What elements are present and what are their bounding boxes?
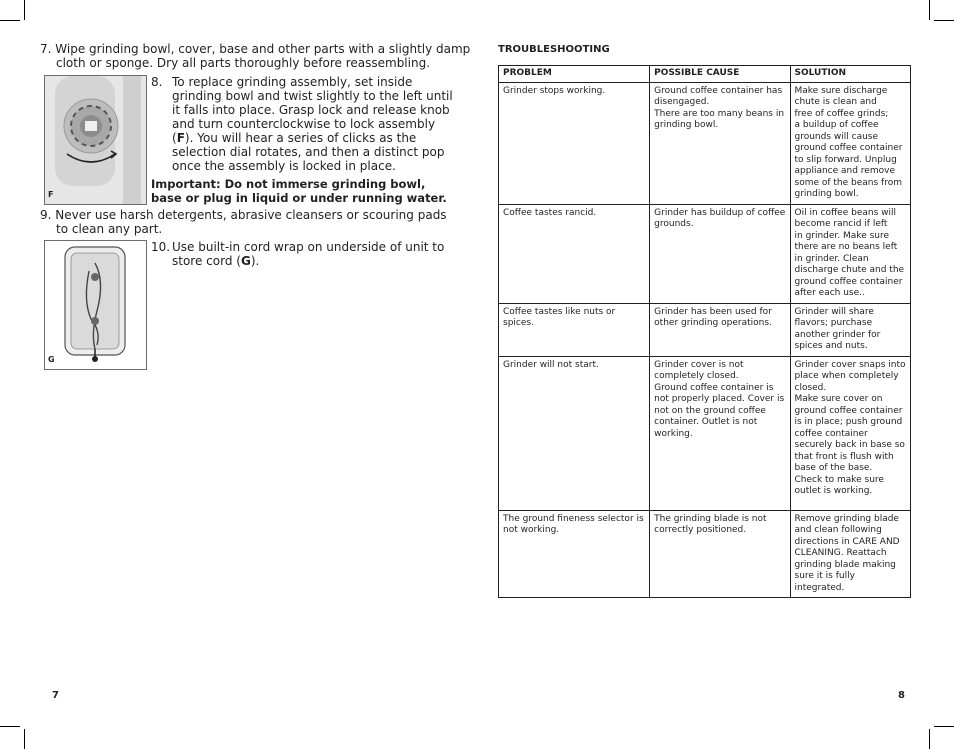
important-warning: Important: Do not immerse grinding bowl, base or plug in liquid or under running water. <box>151 177 447 205</box>
cell-problem: Coffee tastes rancid. <box>499 204 650 303</box>
table-row <box>499 303 911 356</box>
cell-problem: Coffee tastes like nuts or spices. <box>499 303 650 356</box>
crop-mark <box>929 0 930 20</box>
header-possible-cause: POSSIBLE CAUSE <box>650 66 790 83</box>
step-10-text: Use built-in cord wrap on underside of unit to store cord (G). <box>172 240 445 268</box>
table-row <box>499 356 911 510</box>
cell-problem: The ground fineness selector is not working. <box>499 510 650 598</box>
cell-solution: Remove grinding blade and clean following directions in CARE AND CLEANING. Reattach grinding blade making sure it is fully integrated. <box>790 510 911 598</box>
figure-ref-f: F <box>176 131 185 145</box>
crop-mark <box>0 20 20 21</box>
cell-cause: Grinder cover is not completely closed. Ground coffee container is not properly placed. Cover is not on the ground coffee container. Outlet is not working. <box>650 356 790 510</box>
step-8 <box>151 75 456 173</box>
page-number-right: 8 <box>898 690 905 701</box>
cell-cause: Grinder has been used for other grinding operations. <box>650 303 790 356</box>
grinder-assembly-illustration <box>45 76 146 204</box>
figure-g <box>44 240 147 370</box>
cell-problem: Grinder will not start. <box>499 356 650 510</box>
table-row <box>499 510 911 598</box>
crop-mark <box>0 726 20 727</box>
troubleshooting-title: TROUBLESHOOTING <box>498 44 610 55</box>
step-7: 7. Wipe grinding bowl, cover, base and other parts with a slightly damp cloth or sponge. Dry all parts thoroughly before reassembling. <box>40 42 471 70</box>
step-8-text: To replace grinding assembly, set inside grinding bowl and twist slightly to the left until it falls into place. Grasp lock and release knob and turn counterclockwise to lock assembly (F). You will hear a series of clicks as the selection dial rotates, and then a distinct pop once the assembly is locked in place. <box>172 75 453 173</box>
header-solution: SOLUTION <box>790 66 911 83</box>
cord-wrap-illustration <box>45 241 146 369</box>
crop-mark <box>934 20 954 21</box>
cell-solution: Grinder will share flavors; purchase another grinder for spices and nuts. <box>790 303 911 356</box>
header-problem: PROBLEM <box>499 66 650 83</box>
cell-solution: Grinder cover snaps into place when completely closed. Make sure cover on ground coffee container is in place; push ground coffee container securely back in base so that front is flush with base of the base. Check to make sure outlet is working. <box>790 356 911 510</box>
page-number-left: 7 <box>52 690 59 701</box>
step-8-number: 8. <box>151 75 163 89</box>
cell-solution: Make sure discharge chute is clean and free of coffee grinds; a buildup of coffee grounds will cause ground coffee container to slip forward. Unplug appliance and remove some of the beans from grinding bowl. <box>790 82 911 204</box>
crop-mark <box>934 726 954 727</box>
figure-g-label: G <box>48 355 55 364</box>
troubleshooting-table <box>498 65 911 598</box>
cell-solution: Oil in coffee beans will become rancid if left in grinder. Make sure there are no beans left in grinder. Clean discharge chute and the ground coffee container after each use.. <box>790 204 911 303</box>
step-10-number: 10. <box>151 240 171 254</box>
figure-f-label: F <box>48 190 54 199</box>
cell-cause: The grinding blade is not correctly positioned. <box>650 510 790 598</box>
cell-problem: Grinder stops working. <box>499 82 650 204</box>
step-9: 9. Never use harsh detergents, abrasive cleansers or scouring pads to clean any part. <box>40 208 447 236</box>
figure-ref-g: G <box>240 254 251 268</box>
crop-mark <box>24 0 25 20</box>
cell-cause: Ground coffee container has disengaged. There are too many beans in grinding bowl. <box>650 82 790 204</box>
table-header-row <box>499 66 911 83</box>
crop-mark <box>24 729 25 749</box>
step-10 <box>151 240 456 268</box>
table-row <box>499 82 911 204</box>
table-row <box>499 204 911 303</box>
crop-mark <box>929 729 930 749</box>
figure-f <box>44 75 147 205</box>
cell-cause: Grinder has buildup of coffee grounds. <box>650 204 790 303</box>
